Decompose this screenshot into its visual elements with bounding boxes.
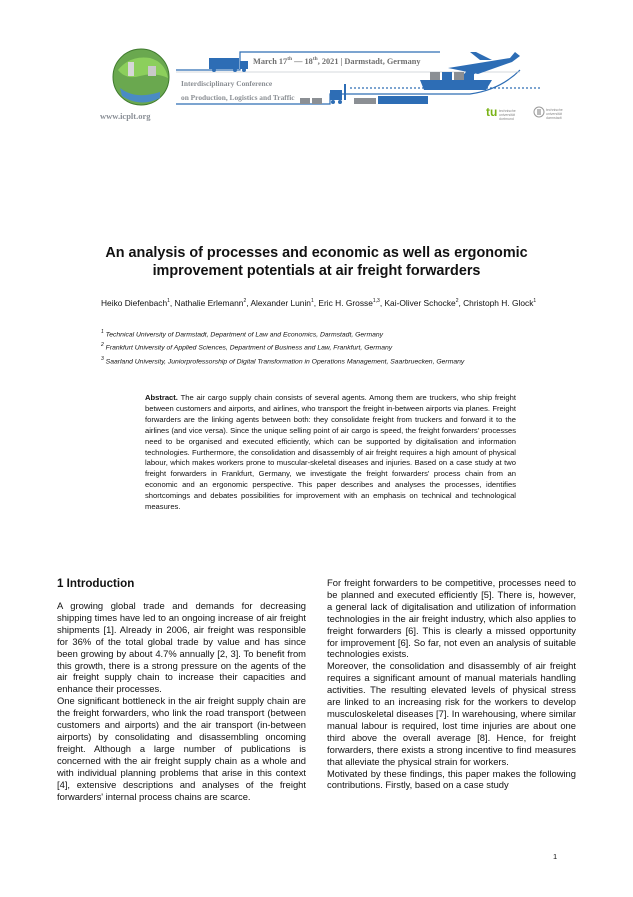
conference-name-line1: Interdisciplinary Conference [181, 79, 273, 88]
page-number: 1 [553, 852, 558, 861]
author: Kai-Oliver Schocke$^2$, [384, 297, 464, 308]
cargo-blocks [300, 98, 322, 104]
conference-name [181, 77, 295, 105]
tu-dortmund-text: technische universität dortmund [499, 109, 516, 121]
paragraph: One significant bottleneck in the air freight supply chain are the freight forwarders, who link the road transport (between customers and airports) and the air transport (in-between airports) by consolidating and disassembling oncoming freight. Although a large number of publications is concerned with the air freight supply chain as a whole and with individual planning problems that arise in this context [4], extensive descriptions and analyses of the freight forwarders' internal process chains are scarce. [57, 695, 306, 802]
author: Eric H. Grosse$^{1,3}$, [318, 297, 385, 308]
website-url: www.icplt.org [100, 111, 151, 121]
affiliation: $^2$ Frankfurt University of Applied Sciences, Department of Business and Law, Frankfurt, Germany [101, 342, 393, 352]
affiliation-list [101, 327, 601, 367]
right-column [327, 577, 576, 791]
conference-name-line2: on Production, Logistics and Traffic [181, 93, 295, 102]
ship-icon [420, 70, 492, 90]
author: Christoph H. Glock$^1$ [463, 297, 537, 308]
author: Alexander Lunin$^1$, [250, 297, 319, 308]
tu-darmstadt-logo [533, 106, 545, 118]
tu-darmstadt-text: technische universität darmstadt [546, 108, 563, 120]
paragraph: Motivated by these findings, this paper makes the following contributions. Firstly, based on a case study [327, 767, 576, 791]
paper-title: An analysis of processes and economic as well as ergonomic improvement potentials at air freight forwarders [105, 245, 528, 279]
section-heading: 1 Introduction [57, 577, 135, 590]
paragraph: Moreover, the consolidation and disassembly of air freight requires a significant amount of manual materials handling activities. The resulting elevated levels of physical stress are linked to an increasing risk for the workers to develop musculoskeletal diseases [7]. In warehousing, where similar manual labour is required, lost time injuries are about one third above the overall average [8]. Hence, for freight forwarders, there exists a strong incentive to find measures that alleviate the physical strain for workers. [327, 660, 576, 767]
affiliation: $^1$ Technical University of Darmstadt, Department of Law and Economics, Darmstadt, Germany [101, 329, 384, 339]
paragraph: A growing global trade and demands for decreasing shipping times have led to an ongoing increase of air freight shipments [1]. Already in 2006, air freight was responsible for 36% of the total global trade by value and has since been growing by about 4.7% annually [2, 3]. To benefit from this growth, there is a strong pressure on the agents of the air freight supply chain to increase their capacities and enhance their processes. [57, 600, 306, 695]
tu-dortmund-logo: tu [486, 105, 498, 119]
abstract-text: The air cargo supply chain consists of several agents. Among them are truckers, who ship freight between customers and airports, and airlines, who transport the freight in-between airports via planes. Freight forwarders are the linking agents between both: they consolidate freight from truckers and forward it to the airlines (and vice versa). Since the unique selling point of air cargo is speed, the freight forwarders' processes need to be organised and executed efficiently, which can be supported by digitalisation and information technologies. Furthermore, the consolidation and disassembly of air freight requires a high amount of physical labour, which makes workers prone to muscular-skeletal diseases and injuries. Based on a case study at two freight forwarders in Frankfurt, Germany, we investigate the freight forwarders' process chain from an economic and an ergonomic perspective. This paper describes and analyses the processes, identifies shortcomings and debates possibilities for improvement with an emphasis on technical and technological measures. [145, 393, 516, 512]
conference-header [0, 0, 633, 130]
affiliation: $^3$ Saarland University, Juniorprofessorship of Digital Transformation in Operations Management, Saarbruecken, Germany [101, 355, 465, 365]
abstract-label: Abstract. [145, 393, 178, 402]
globe-logo [113, 49, 169, 105]
abstract [145, 393, 516, 513]
author: Nathalie Erlemann$^2$, [174, 297, 251, 308]
author: Heiko Diefenbach$^1$, [101, 297, 175, 308]
left-column [57, 577, 306, 802]
author-list [101, 296, 571, 309]
train-icon [354, 96, 428, 104]
paragraph: For freight forwarders to be competitive, processes need to be planned and executed efficiently [5]. There is, however, a general lack of digitalisation and utilization of information technologies in the air freight industry, which also applies to freight forwarders [6]. This is clearly a missed opportunity for improvement [6]. So far, not even an analysis of suitable technologies exists. [327, 577, 576, 660]
conference-date: March 17th — 18th, 2021 | Darmstadt, Germany [253, 56, 421, 66]
